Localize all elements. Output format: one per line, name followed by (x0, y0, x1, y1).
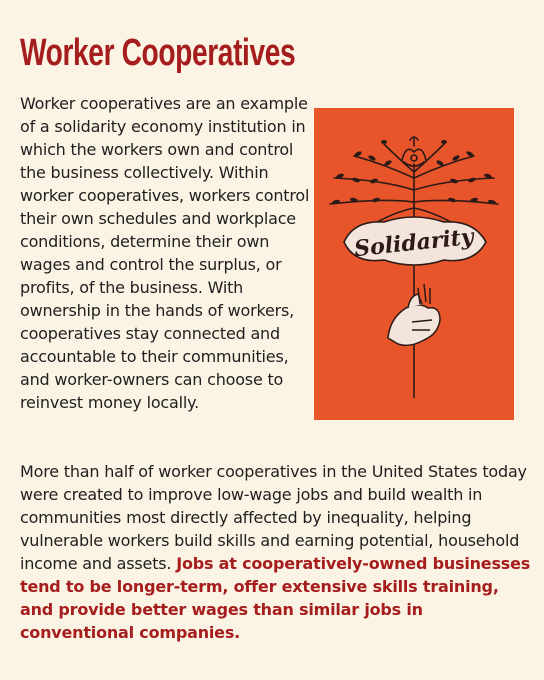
intro-paragraph: Worker cooperatives are an example of a solidarity economy institution in which the workers own and control the business collectively. Within worker cooperatives, workers control their own schedules and workplace conditions, determine their own wages and control the surplus, or profits, of the business. With ownership in the hands of workers, cooperatives stay connected and accountable to their communities, and worker-owners can choose to reinvest money locally. (20, 94, 310, 412)
highlighted-claim: Jobs at cooperatively-owned businesses tend to be longer-term, offer extensive skills training, and provide better wages than similar jobs in conventional companies. (20, 554, 531, 642)
detail-paragraph (20, 460, 532, 644)
poster-banner-text: Solidarity (352, 223, 475, 263)
detail-text: More than half of worker cooperatives in the United States today were created to improve low-wage jobs and build wealth in communities most directly affected by inequality, helping vulnerable workers build skills and earning potential, household income and assets. (20, 462, 527, 573)
solidarity-poster-illustration (314, 108, 514, 420)
solidarity-poster (314, 108, 514, 420)
page-title: Worker Cooperatives (20, 32, 296, 74)
